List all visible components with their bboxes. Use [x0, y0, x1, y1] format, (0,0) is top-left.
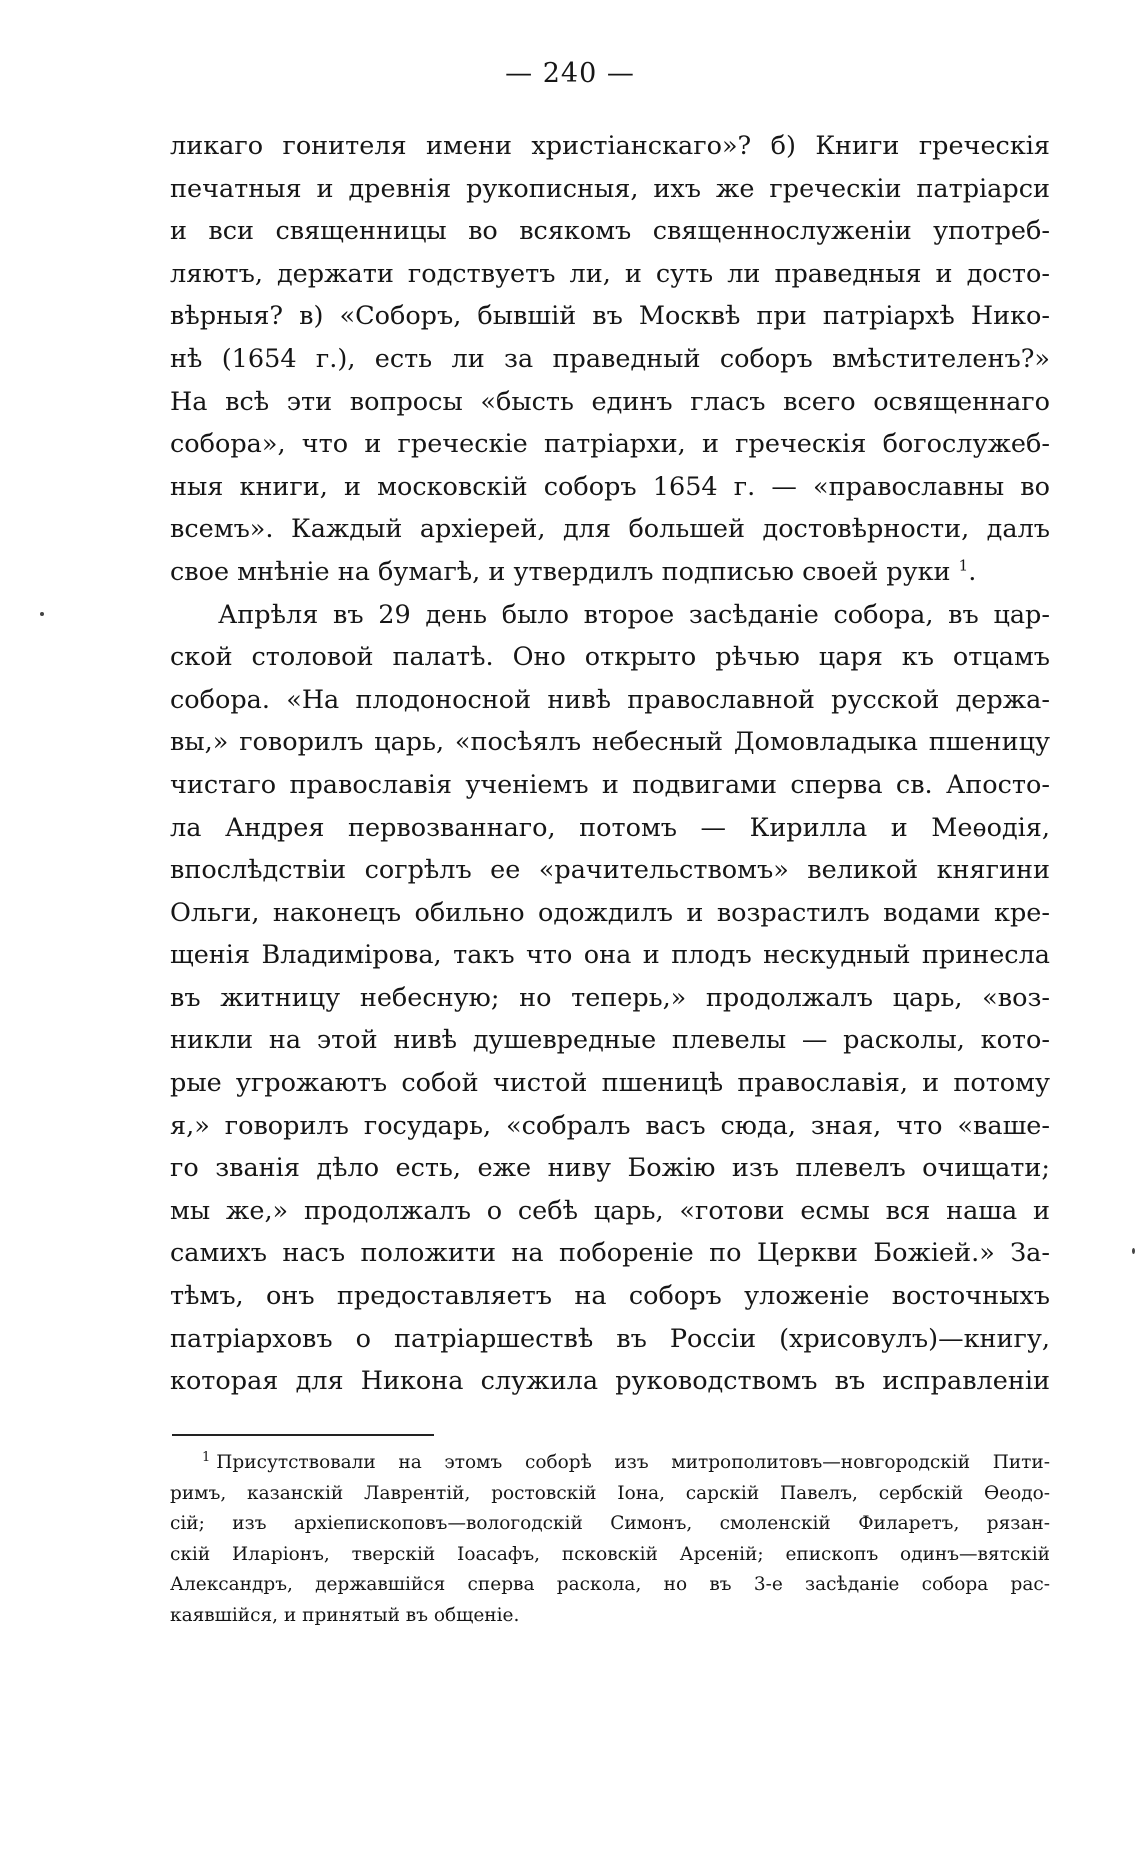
- text-line: вѣрныя? в) «Соборъ, бывшій въ Москвѣ при патріархѣ Нико-: [170, 301, 1050, 332]
- footnotes: [170, 1448, 1050, 1631]
- footnote-first-line: [170, 1448, 1050, 1479]
- footnote-mark: 1: [202, 1449, 211, 1465]
- text-line: нѣ (1654 г.), есть ли за праведный соборъ вмѣстителенъ?»: [170, 343, 1050, 374]
- footnote-line: скій Иларіонъ, тверскій Іоасафъ, псковскій Арсеній; епископъ одинъ—вятскій: [170, 1543, 1050, 1565]
- text-line: которая для Никона служила руководствомъ въ исправленіи: [170, 1366, 1050, 1397]
- text-line: всемъ». Каждый архіерей, для большей достовѣрности, далъ: [170, 514, 1050, 545]
- text-line: печатныя и древнія рукописныя, ихъ же греческіи патріарси: [170, 173, 1050, 204]
- text-line: ской столовой палатѣ. Оно открыто рѣчью царя къ отцамъ: [170, 642, 1050, 673]
- page-number: — 240 —: [505, 58, 635, 89]
- text-line: собора. «На плодоносной нивѣ православной русской держа-: [170, 684, 1050, 715]
- text-line: впослѣдствіи согрѣлъ ее «рачительствомъ» великой княгини: [170, 855, 1050, 886]
- text-line: ликаго гонителя имени христіанскаго»? б) Книги греческія: [170, 131, 1050, 161]
- paragraph-end-line: [170, 551, 1050, 594]
- footnote-line: Присутствовали на этомъ соборѣ изъ митрополитовъ—новгородскій Пити-: [216, 1452, 1050, 1473]
- text-line: мы же,» продолжалъ о себѣ царь, «готови есмы вся наша и: [170, 1195, 1050, 1226]
- text-line: чистаго православія ученіемъ и подвигами сперва св. Апосто-: [170, 769, 1050, 800]
- text-line: тѣмъ, онъ предоставляетъ на соборъ уложеніе восточныхъ: [170, 1281, 1050, 1312]
- text-line: ныя книги, и московскій соборъ 1654 г. — «православны во: [170, 471, 1050, 502]
- text-line: ла Андрея первозваннаго, потомъ — Кирилла и Меѳодія,: [170, 812, 1050, 843]
- text-line: собора», что и греческіе патріархи, и греческія богослужеб-: [170, 429, 1050, 460]
- scan-speck: [40, 612, 44, 616]
- text-line: вы,» говорилъ царь, «посѣялъ небесный Домовладыка пшеницу: [170, 727, 1050, 758]
- text-line: свое мнѣніе на бумагѣ, и утвердилъ подписью своей руки: [170, 556, 951, 587]
- text-line: я,» говорилъ государь, «собралъ васъ сюда, зная, что «ваше-: [170, 1110, 1050, 1141]
- text-line: въ житницу небесную; но теперь,» продолжалъ царь, «воз-: [170, 982, 1050, 1013]
- text-line: На всѣ эти вопросы «бысть единъ гласъ всего освященнаго: [170, 386, 1050, 417]
- text-line: щенія Владимірова, такъ что она и плодъ нескудный принесла: [170, 940, 1050, 971]
- text-line: Ольги, наконецъ обильно одождилъ и возрастилъ водами кре-: [170, 897, 1050, 928]
- scan-speck: [1132, 1248, 1135, 1254]
- text-line: рые угрожаютъ собой чистой пшеницѣ православія, и потому: [170, 1068, 1050, 1099]
- main-text: [170, 125, 1050, 1403]
- footnote-line: сій; изъ архіепископовъ—вологодскій Симонъ, смоленскій Филаретъ, рязан-: [170, 1513, 1050, 1534]
- footnote-reference: 1: [958, 556, 969, 575]
- text-line: никли на этой нивѣ душевредные плевелы — расколы, кото-: [170, 1025, 1050, 1056]
- footnote-line: Александръ, державшійся сперва раскола, но въ 3-е засѣданіе собора рас-: [170, 1574, 1050, 1595]
- text-line: патріарховъ о патріаршествѣ въ Россіи (хрисовулъ)—книгу,: [170, 1323, 1050, 1354]
- text-line: Апрѣля въ 29 день было второе засѣданіе собора, въ цар-: [218, 599, 1050, 630]
- text-line: ляютъ, держати годствуетъ ли, и суть ли праведныя и досто-: [170, 258, 1050, 289]
- footnote-divider: [172, 1434, 434, 1436]
- text-line: самихъ насъ положити на побореніе по Церкви Божіей.» За-: [170, 1238, 1050, 1269]
- footnote-line: римъ, казанскій Лаврентій, ростовскій Іона, сарскій Павелъ, сербскій Ѳеодо-: [170, 1482, 1050, 1504]
- text-line: и вси священницы во всякомъ священнослуженіи употреб-: [170, 216, 1050, 247]
- footnote-line: каявшійся, и принятый въ общеніе.: [170, 1604, 520, 1626]
- text-line: го званія дѣло есть, еже ниву Божію изъ плевелъ очищати;: [170, 1153, 1050, 1184]
- footnote-reference-tail: .: [968, 556, 977, 587]
